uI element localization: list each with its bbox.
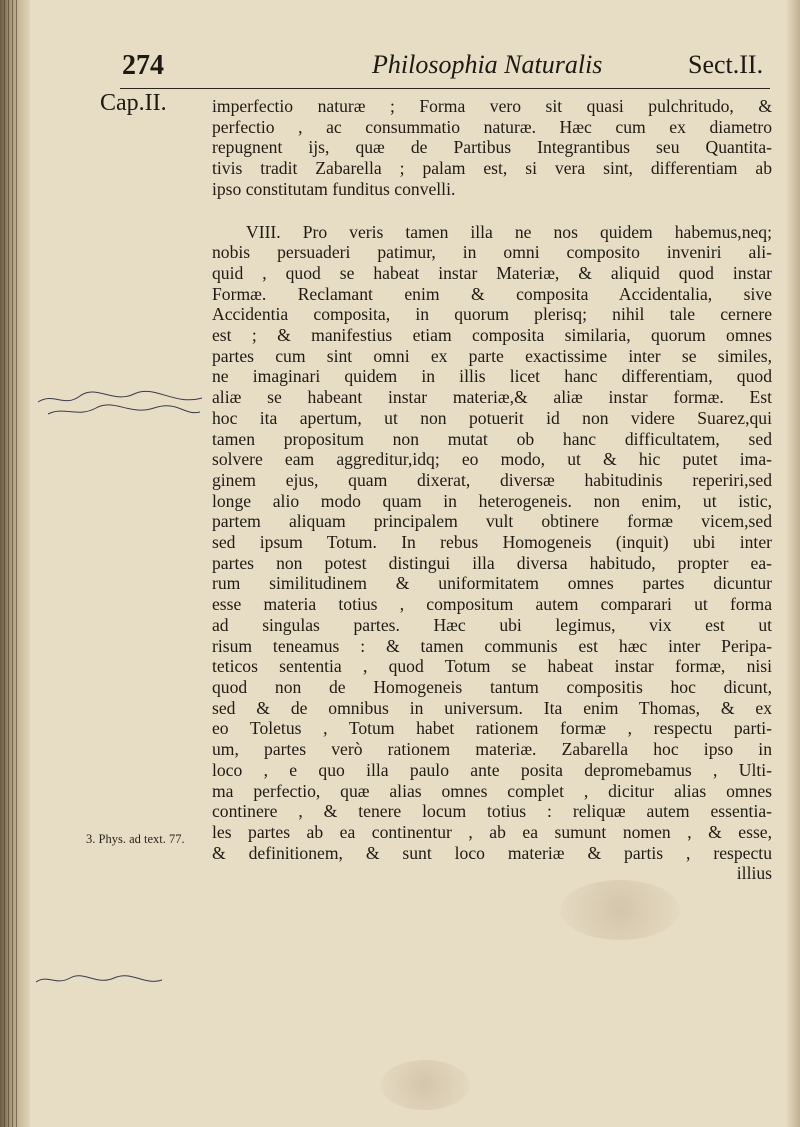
binding-shadow (4, 0, 18, 1127)
text-line: & definitionem, & sunt loco materiæ & partis , respectu (212, 842, 772, 863)
header-rule (120, 88, 770, 89)
paper-stain (380, 1060, 470, 1110)
text-line: ad singulas partes. Hæc ubi legimus, vix est ut (212, 614, 772, 635)
text-line: partes non potest distingui illa diversa habitudo, propter ea- (212, 552, 772, 573)
text-line: sed & de omnibus in universum. Ita enim Thomas, & ex (212, 697, 772, 718)
text-line: continere , & tenere locum totius : reliquæ autem essentia- (212, 801, 772, 822)
text-line (212, 200, 772, 222)
page-number: 274 (122, 50, 164, 81)
text-line: risum teneamus : & tamen communis est hæc inter Peripa- (212, 635, 772, 656)
handwritten-annotation (34, 384, 204, 418)
text-line: ma perfectio, quæ alias omnes complet , dicitur alias omnes (212, 780, 772, 801)
text-line: loco , e quo illa paulo ante posita depromebamus , Ulti- (212, 759, 772, 780)
text-line: esse materia totius , compositum autem comparari ut forma (212, 594, 772, 615)
text-line: ne imaginari quidem in illis licet hanc differentiam, quod (212, 366, 772, 387)
text-line: Formæ. Reclamant enim & composita Accidentalia, sive (212, 283, 772, 304)
chapter-label: Cap.II. (100, 90, 167, 116)
text-line: nobis persuaderi patimur, in omni composito inveniri ali- (212, 242, 772, 263)
body-text (212, 96, 772, 884)
text-line: partem aliquam principalem vult obtinere formæ vicem,sed (212, 511, 772, 532)
text-line: ginem ejus, quam dixerat, diversæ habitudinis reperiri,sed (212, 469, 772, 490)
text-line: um, partes verò rationem materiæ. Zabarella hoc ipso in (212, 739, 772, 760)
text-line: imperfectio naturæ ; Forma vero sit quasi pulchritudo, & (212, 96, 772, 116)
text-line: aliæ se habeant instar materiæ,& aliæ instar formæ. Est (212, 387, 772, 408)
text-line: rum similitudinem & uniformitatem omnes partes dicuntur (212, 573, 772, 594)
text-line: repugnent ijs, quæ de Partibus Integrantibus seu Quantita- (212, 137, 772, 158)
text-line: eo Toletus , Totum habet rationem formæ , respectu parti- (212, 718, 772, 739)
paper-stain (560, 880, 680, 940)
text-line: longe alio modo quam in heterogeneis. non enim, ut istic, (212, 490, 772, 511)
text-line: ipso constitutam funditus convelli. (212, 178, 456, 199)
text-line: VIII. Pro veris tamen illa ne nos quidem habemus,neq; (246, 221, 772, 242)
handwritten-annotation (34, 970, 164, 990)
text-line: hoc ita apertum, ut non potuerit id non videre Suarez,qui (212, 407, 772, 428)
text-line: quod non de Homogeneis tantum compositis hoc dicunt, (212, 676, 772, 697)
text-line: est ; & manifestius etiam composita similaria, quorum omnes (212, 325, 772, 346)
text-line: solvere eam aggreditur,idq; eo modo, ut & hic putet ima- (212, 449, 772, 470)
page-edge-shadow (786, 0, 800, 1127)
margin-reference: 3. Phys. ad text. 77. (86, 832, 185, 846)
text-line: illius (736, 863, 772, 884)
text-line: Accidentia composita, in quorum plerisq; nihil tale cernere (212, 304, 772, 325)
text-line: partes cum sint omni ex parte exactissime inter se similes, (212, 345, 772, 366)
text-line: tamen propositum non mutat ob hanc difficultatem, sed (212, 428, 772, 449)
text-line: quid , quod se habeat instar Materiæ, & aliquid quod instar (212, 262, 772, 283)
running-title: Philosophia Naturalis (372, 50, 603, 79)
text-line: les partes ab ea continentur , ab ea sumunt nomen , & esse, (212, 821, 772, 842)
text-line: tivis tradit Zabarella ; palam est, si vera sint, differentiam ab (212, 158, 772, 179)
section-label: Sect.II. (688, 50, 764, 79)
text-line: teticos sententia , quod Totum se habeat instar formæ, nisi (212, 656, 772, 677)
text-line: perfectio , ac consummatio naturæ. Hæc cum ex diametro (212, 116, 772, 137)
text-line: sed ipsum Totum. In rebus Homogeneis (inquit) ubi inter (212, 532, 772, 553)
